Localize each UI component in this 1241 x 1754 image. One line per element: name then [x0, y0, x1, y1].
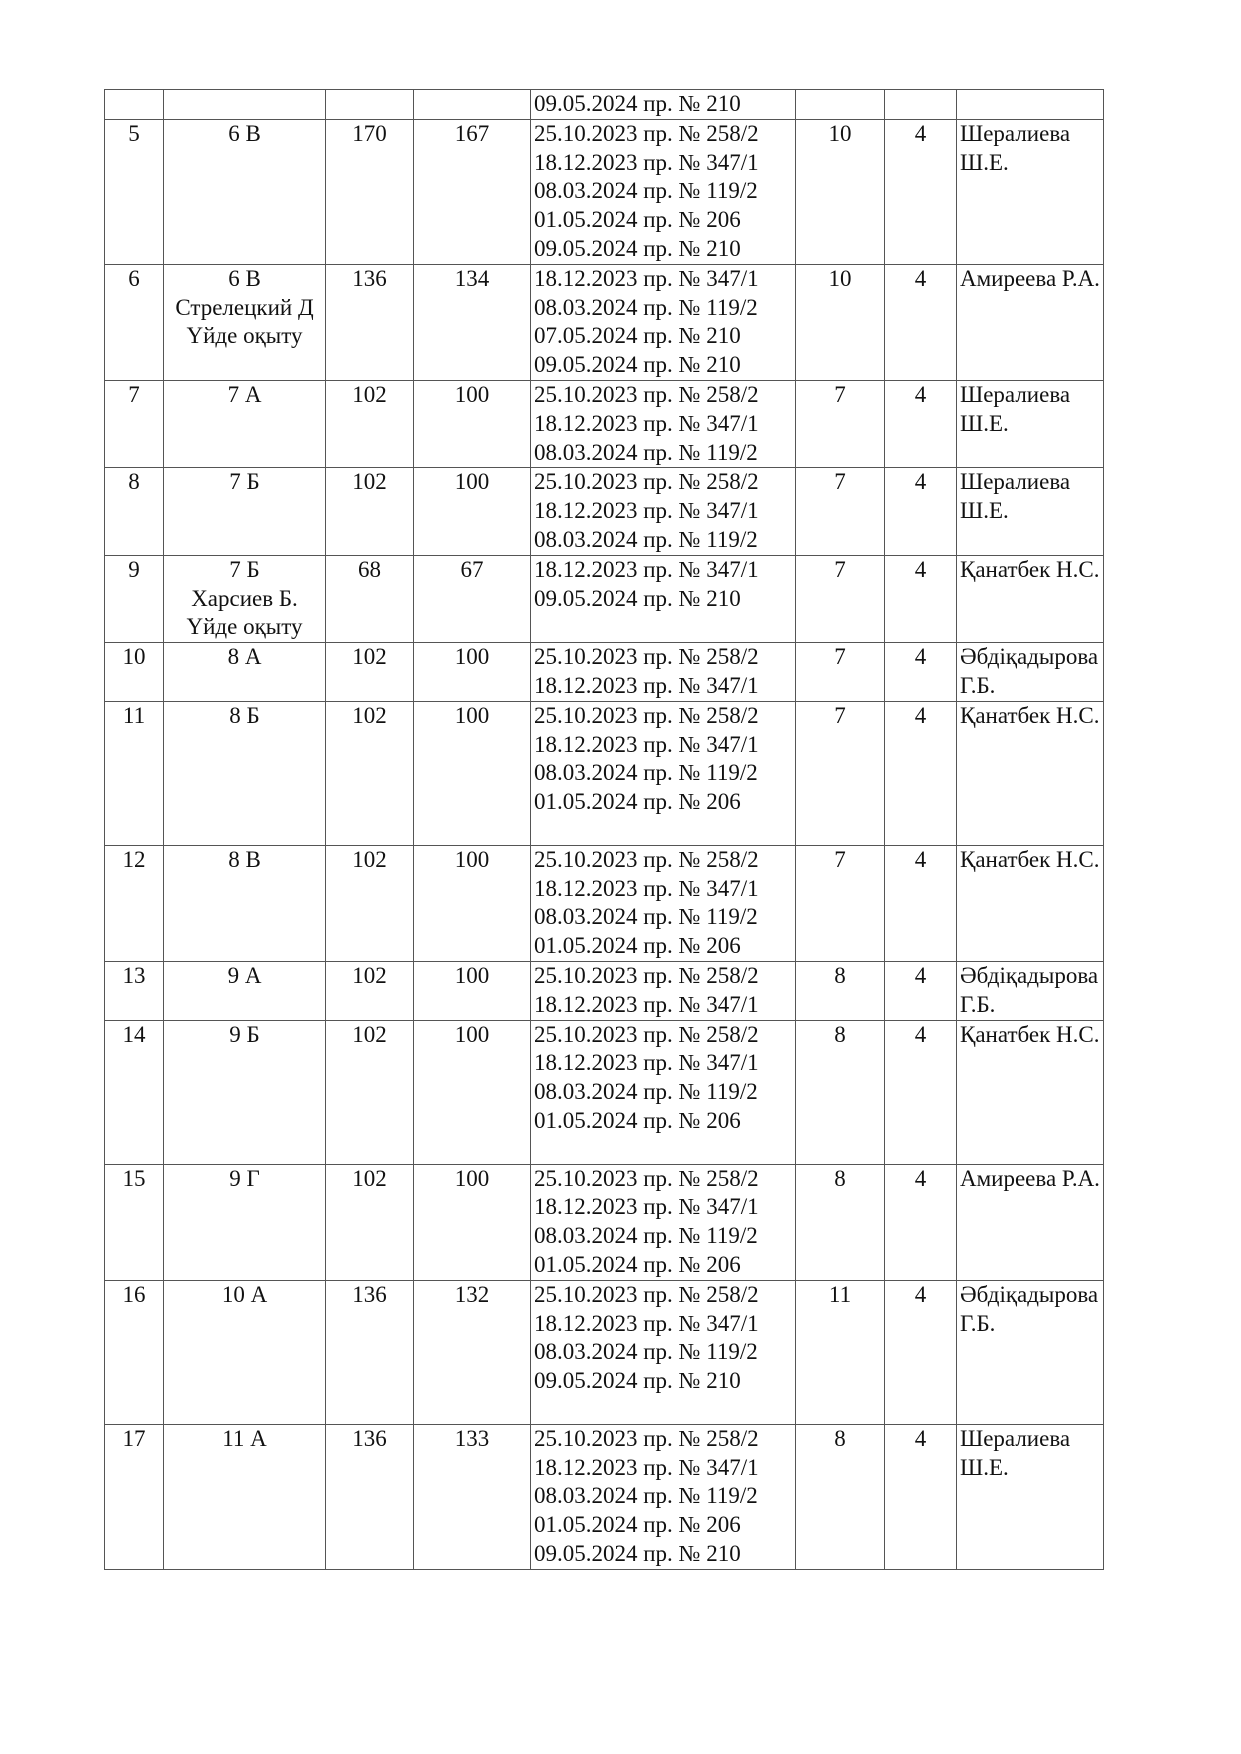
- count-cell: 10: [796, 264, 885, 380]
- table-row: [105, 264, 1104, 380]
- class-cell-line: 6 В: [228, 265, 261, 291]
- orders-cell-line: 25.10.2023 пр. № 258/2: [534, 962, 759, 988]
- class-cell-line: 10 А: [221, 1281, 268, 1307]
- class-cell-line: 11 А: [222, 1425, 267, 1451]
- orders-cell-line: 18.12.2023 пр. № 347/1: [534, 672, 759, 698]
- teacher-cell: Амиреева Р.А.: [957, 1164, 1104, 1280]
- class-cell-line: 9 А: [227, 962, 262, 988]
- orders-cell-line: 18.12.2023 пр. № 347/1: [534, 556, 759, 582]
- orders-cell: [531, 1164, 796, 1280]
- teacher-cell: Амиреева Р.А.: [957, 264, 1104, 380]
- teacher-cell: Әбдіқадырова Г.Б.: [957, 1280, 1104, 1424]
- row-number-cell: 15: [105, 1164, 164, 1280]
- class-cell: [164, 1280, 326, 1424]
- planned-hours-cell: 136: [326, 1424, 414, 1569]
- row-number-cell: 6: [105, 264, 164, 380]
- class-cell: [164, 1020, 326, 1164]
- class-cell: [164, 1164, 326, 1280]
- planned-hours-cell: 102: [326, 961, 414, 1020]
- class-cell-line: 8 В: [228, 846, 261, 872]
- table-row: [105, 468, 1104, 555]
- score-cell: 4: [885, 1424, 957, 1569]
- orders-cell-line: 08.03.2024 пр. № 119/2: [534, 439, 758, 465]
- row-number-cell: 17: [105, 1424, 164, 1569]
- orders-cell-line: 09.05.2024 пр. № 210: [534, 352, 741, 378]
- count-cell: 7: [796, 845, 885, 961]
- orders-cell-line: 01.05.2024 пр. № 206: [534, 1107, 741, 1133]
- score-cell: 4: [885, 119, 957, 264]
- class-cell-line: 7 Б: [229, 556, 260, 582]
- orders-cell-line: 25.10.2023 пр. № 258/2: [534, 469, 759, 495]
- class-cell-line: 8 Б: [229, 702, 260, 728]
- row-number-cell: 5: [105, 119, 164, 264]
- actual-hours-cell: 100: [414, 701, 531, 845]
- class-cell-line: 6 В: [228, 120, 261, 146]
- teacher-cell: [957, 90, 1104, 120]
- score-cell: 4: [885, 1020, 957, 1164]
- score-cell: 4: [885, 845, 957, 961]
- teacher-cell: Қанатбек Н.С.: [957, 555, 1104, 642]
- count-cell: 8: [796, 1424, 885, 1569]
- class-cell-line: Стрелецкий Д: [175, 294, 314, 320]
- class-hours-table: [104, 89, 1104, 1570]
- orders-cell: [531, 264, 796, 380]
- class-cell: [164, 701, 326, 845]
- orders-cell-line: 09.05.2024 пр. № 210: [534, 91, 741, 116]
- orders-cell-line: 25.10.2023 пр. № 258/2: [534, 1281, 759, 1307]
- orders-cell-line: 08.03.2024 пр. № 119/2: [534, 1223, 758, 1249]
- actual-hours-cell: 132: [414, 1280, 531, 1424]
- score-cell: [885, 90, 957, 120]
- class-cell: [164, 845, 326, 961]
- orders-cell-line: 25.10.2023 пр. № 258/2: [534, 1021, 759, 1047]
- orders-cell-line: 01.05.2024 пр. № 206: [534, 1251, 741, 1277]
- orders-cell-line: 09.05.2024 пр. № 210: [534, 235, 741, 261]
- class-cell-line: Харсиев Б.: [191, 585, 298, 611]
- orders-cell-line: 08.03.2024 пр. № 119/2: [534, 1483, 758, 1509]
- score-cell: 4: [885, 468, 957, 555]
- orders-cell: [531, 380, 796, 467]
- orders-cell: [531, 643, 796, 702]
- orders-cell-line: 25.10.2023 пр. № 258/2: [534, 644, 759, 670]
- table-row: [105, 555, 1104, 642]
- class-cell-line: 9 Б: [229, 1021, 260, 1047]
- planned-hours-cell: 102: [326, 643, 414, 702]
- score-cell: 4: [885, 1164, 957, 1280]
- count-cell: 7: [796, 468, 885, 555]
- actual-hours-cell: 100: [414, 643, 531, 702]
- orders-cell-line: 25.10.2023 пр. № 258/2: [534, 1425, 759, 1451]
- orders-cell: [531, 1424, 796, 1569]
- table-row: [105, 90, 1104, 120]
- count-cell: 7: [796, 380, 885, 467]
- teacher-cell: Қанатбек Н.С.: [957, 1020, 1104, 1164]
- planned-hours-cell: 102: [326, 468, 414, 555]
- orders-cell: [531, 961, 796, 1020]
- row-number-cell: 9: [105, 555, 164, 642]
- teacher-cell: Қанатбек Н.С.: [957, 845, 1104, 961]
- actual-hours-cell: 100: [414, 380, 531, 467]
- planned-hours-cell: 136: [326, 1280, 414, 1424]
- teacher-cell: Қанатбек Н.С.: [957, 701, 1104, 845]
- count-cell: [796, 90, 885, 120]
- orders-cell: [531, 1280, 796, 1424]
- orders-cell-line: 18.12.2023 пр. № 347/1: [534, 149, 759, 175]
- orders-cell-line: 09.05.2024 пр. № 210: [534, 1540, 741, 1566]
- count-cell: 8: [796, 961, 885, 1020]
- orders-cell: [531, 845, 796, 961]
- orders-cell: [531, 468, 796, 555]
- orders-cell-line: 18.12.2023 пр. № 347/1: [534, 410, 759, 436]
- table-row: [105, 845, 1104, 961]
- table-row: [105, 119, 1104, 264]
- score-cell: 4: [885, 701, 957, 845]
- orders-cell-line: 18.12.2023 пр. № 347/1: [534, 875, 759, 901]
- orders-cell-line: 08.03.2024 пр. № 119/2: [534, 294, 758, 320]
- class-cell-line: Үйде оқыту: [186, 614, 303, 640]
- class-cell: [164, 90, 326, 120]
- orders-cell-line: 18.12.2023 пр. № 347/1: [534, 498, 759, 524]
- class-cell: [164, 1424, 326, 1569]
- teacher-cell: Шералиева Ш.Е.: [957, 380, 1104, 467]
- row-number-cell: [105, 90, 164, 120]
- orders-cell-line: 08.03.2024 пр. № 119/2: [534, 526, 758, 552]
- orders-cell-line: 18.12.2023 пр. № 347/1: [534, 1050, 759, 1076]
- orders-cell-line: 25.10.2023 пр. № 258/2: [534, 1165, 759, 1191]
- orders-cell: [531, 90, 796, 120]
- class-cell-line: 7 Б: [229, 469, 260, 495]
- planned-hours-cell: 102: [326, 845, 414, 961]
- table-row: [105, 1020, 1104, 1164]
- class-cell: [164, 961, 326, 1020]
- orders-cell-line: 18.12.2023 пр. № 347/1: [534, 265, 759, 291]
- class-cell-line: Үйде оқыту: [186, 323, 303, 349]
- count-cell: 8: [796, 1164, 885, 1280]
- orders-cell-line: 08.03.2024 пр. № 119/2: [534, 178, 758, 204]
- actual-hours-cell: 100: [414, 468, 531, 555]
- table-row: [105, 1280, 1104, 1424]
- orders-cell-line: 08.03.2024 пр. № 119/2: [534, 1339, 758, 1365]
- score-cell: 4: [885, 380, 957, 467]
- row-number-cell: 13: [105, 961, 164, 1020]
- teacher-cell: Әбдіқадырова Г.Б.: [957, 961, 1104, 1020]
- orders-cell-line: 01.05.2024 пр. № 206: [534, 207, 741, 233]
- score-cell: 4: [885, 555, 957, 642]
- orders-cell-line: 07.05.2024 пр. № 210: [534, 323, 741, 349]
- teacher-cell: Шералиева Ш.Е.: [957, 119, 1104, 264]
- planned-hours-cell: 102: [326, 701, 414, 845]
- class-cell: [164, 555, 326, 642]
- class-cell: [164, 264, 326, 380]
- count-cell: 8: [796, 1020, 885, 1164]
- class-cell-line: 9 Г: [229, 1165, 260, 1191]
- table-row: [105, 701, 1104, 845]
- planned-hours-cell: 170: [326, 119, 414, 264]
- count-cell: 7: [796, 643, 885, 702]
- orders-cell-line: 18.12.2023 пр. № 347/1: [534, 1454, 759, 1480]
- class-cell: [164, 119, 326, 264]
- count-cell: 10: [796, 119, 885, 264]
- orders-cell-line: 18.12.2023 пр. № 347/1: [534, 731, 759, 757]
- orders-cell-line: 18.12.2023 пр. № 347/1: [534, 1194, 759, 1220]
- planned-hours-cell: 68: [326, 555, 414, 642]
- row-number-cell: 12: [105, 845, 164, 961]
- actual-hours-cell: 133: [414, 1424, 531, 1569]
- table-row: [105, 643, 1104, 702]
- count-cell: 11: [796, 1280, 885, 1424]
- row-number-cell: 7: [105, 380, 164, 467]
- actual-hours-cell: 100: [414, 845, 531, 961]
- row-number-cell: 8: [105, 468, 164, 555]
- score-cell: 4: [885, 643, 957, 702]
- actual-hours-cell: 100: [414, 1164, 531, 1280]
- orders-cell-line: 18.12.2023 пр. № 347/1: [534, 1310, 759, 1336]
- orders-cell-line: 08.03.2024 пр. № 119/2: [534, 760, 758, 786]
- class-cell: [164, 643, 326, 702]
- class-cell: [164, 468, 326, 555]
- orders-cell-line: 01.05.2024 пр. № 206: [534, 1512, 741, 1538]
- orders-cell-line: 09.05.2024 пр. № 210: [534, 1368, 741, 1394]
- orders-cell-line: 25.10.2023 пр. № 258/2: [534, 846, 759, 872]
- table-row: [105, 961, 1104, 1020]
- planned-hours-cell: 102: [326, 380, 414, 467]
- table-row: [105, 1424, 1104, 1569]
- score-cell: 4: [885, 1280, 957, 1424]
- actual-hours-cell: 134: [414, 264, 531, 380]
- orders-cell-line: 25.10.2023 пр. № 258/2: [534, 702, 759, 728]
- orders-cell: [531, 119, 796, 264]
- table-row: [105, 380, 1104, 467]
- actual-hours-cell: [414, 90, 531, 120]
- planned-hours-cell: 136: [326, 264, 414, 380]
- orders-cell-line: 01.05.2024 пр. № 206: [534, 789, 741, 815]
- actual-hours-cell: 167: [414, 119, 531, 264]
- orders-cell: [531, 1020, 796, 1164]
- table-row: [105, 1164, 1104, 1280]
- teacher-cell: Әбдіқадырова Г.Б.: [957, 643, 1104, 702]
- class-cell-line: 7 А: [227, 381, 262, 407]
- teacher-cell: Шералиева Ш.Е.: [957, 1424, 1104, 1569]
- orders-cell-line: 18.12.2023 пр. № 347/1: [534, 991, 759, 1017]
- orders-cell-line: 01.05.2024 пр. № 206: [534, 933, 741, 959]
- row-number-cell: 10: [105, 643, 164, 702]
- count-cell: 7: [796, 555, 885, 642]
- planned-hours-cell: 102: [326, 1164, 414, 1280]
- score-cell: 4: [885, 264, 957, 380]
- orders-cell-line: 25.10.2023 пр. № 258/2: [534, 120, 759, 146]
- class-cell-line: 8 А: [227, 644, 262, 670]
- row-number-cell: 16: [105, 1280, 164, 1424]
- actual-hours-cell: 100: [414, 961, 531, 1020]
- orders-cell: [531, 701, 796, 845]
- actual-hours-cell: 100: [414, 1020, 531, 1164]
- orders-cell-line: 25.10.2023 пр. № 258/2: [534, 381, 759, 407]
- orders-cell: [531, 555, 796, 642]
- score-cell: 4: [885, 961, 957, 1020]
- count-cell: 7: [796, 701, 885, 845]
- orders-cell-line: 08.03.2024 пр. № 119/2: [534, 1079, 758, 1105]
- teacher-cell: Шералиева Ш.Е.: [957, 468, 1104, 555]
- row-number-cell: 11: [105, 701, 164, 845]
- actual-hours-cell: 67: [414, 555, 531, 642]
- class-cell: [164, 380, 326, 467]
- planned-hours-cell: 102: [326, 1020, 414, 1164]
- orders-cell-line: 08.03.2024 пр. № 119/2: [534, 904, 758, 930]
- planned-hours-cell: [326, 90, 414, 120]
- row-number-cell: 14: [105, 1020, 164, 1164]
- orders-cell-line: 09.05.2024 пр. № 210: [534, 585, 741, 611]
